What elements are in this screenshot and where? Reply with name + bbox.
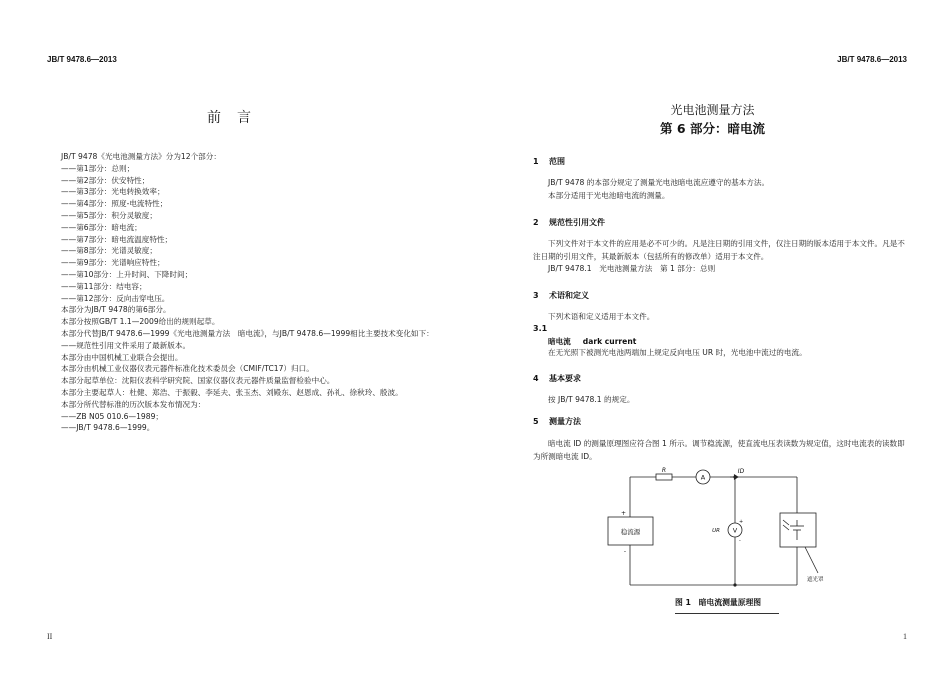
term-definition: 在无光照下被测光电池两端加上规定反向电压 UR 时，光电池中流过的电流。 (548, 348, 807, 357)
light-shield-label: 遮光罩 (807, 577, 824, 583)
foreword-line: 本部分按照GB/T 1.1—2009给出的规则起草。 (61, 317, 220, 327)
paragraph: JB/T 9478 的本部分规定了测量光电池暗电流应遵守的基本方法。 (548, 178, 770, 187)
section-2-heading: 2 规范性引用文件 (533, 218, 605, 227)
foreword-line: ——第1部分：总则； (61, 163, 135, 173)
foreword-line: 本部分由机械工业仪器仪表元器件标准化技术委员会（CMIF/TC17）归口。 (61, 364, 314, 374)
foreword-line: ——ZB N05 010.6—1989； (61, 411, 164, 421)
foreword-line: ——第11部分：结电容； (61, 281, 147, 291)
minus-sign: - (623, 548, 626, 555)
end-rule (675, 613, 779, 614)
right-running-header: JB/T 9478.6—2013 (837, 55, 907, 64)
resistor (656, 474, 672, 480)
foreword-line: ——第8部分：光谱灵敏度； (61, 246, 157, 256)
voltmeter-minus-sign: - (739, 538, 741, 544)
current-label: ID (737, 468, 745, 475)
foreword-line: ——规范性引用文件采用了最新版本。 (61, 340, 191, 350)
standard-title: 光电池测量方法 (670, 103, 755, 117)
section-1-heading: 1 范围 (533, 157, 565, 166)
section-4-heading: 4 基本要求 (533, 374, 581, 383)
foreword-line: 本部分主要起草人：杜健、郑浩、于振毅、李延夫、张玉杰、刘殿东、赵恩成、孙礼、徐秋玲、殷波。 (61, 387, 403, 397)
section-3-intro: 下列术语和定义适用于本文件。 (548, 312, 655, 321)
foreword-line: ——第9部分：光谱响应特性； (61, 258, 165, 268)
foreword-line: ——第3部分：光电转换效率； (61, 187, 165, 197)
circuit-diagram (600, 465, 830, 593)
foreword-line: ——JB/T 9478.6—1999。 (61, 423, 155, 433)
section-3-heading: 3 术语和定义 (533, 291, 589, 300)
resistor-label: R (661, 467, 667, 474)
section-1-body (533, 177, 905, 202)
term-chinese: 暗电流 (548, 337, 571, 346)
section-2-body (533, 238, 905, 276)
term-english: dark current (582, 337, 637, 346)
left-running-header: JB/T 9478.6—2013 (47, 55, 117, 64)
foreword-title: 前 言 (207, 110, 252, 126)
foreword-line: ——第12部分：反向击穿电压。 (61, 293, 170, 303)
voltmeter-label: V (732, 526, 738, 535)
clause-3-1-number: 3.1 (533, 324, 548, 333)
left-page-number: II (47, 632, 53, 641)
foreword-line: ——第4部分：照度-电流特性； (61, 199, 168, 209)
foreword-body (47, 151, 437, 434)
current-source-label: 稳流源 (620, 528, 641, 536)
foreword-line: 本部分代替JB/T 9478.6—1999《光电池测量方法 暗电流》，与JB/T 9478.6—1999相比主要技术变化如下： (61, 328, 434, 338)
figure-caption: 图 1 暗电流测量原理图 (675, 598, 762, 607)
foreword-line: ——第7部分：暗电流温度特性； (61, 234, 173, 244)
section-5-body: 暗电流 ID 的测量原理图应符合图 1 所示。调节稳流源，使直流电压表读数为规定值，这时电流表的读数即为所测暗电流 ID。 (533, 439, 905, 461)
foreword-line: 本部分由中国机械工业联合会提出。 (61, 352, 183, 362)
foreword-line: JB/T 9478《光电池测量方法》分为12个部分： (61, 152, 221, 161)
right-page (475, 0, 950, 673)
plus-sign: + (620, 510, 626, 517)
voltage-label: UR (712, 528, 720, 534)
term-entry (548, 336, 636, 347)
voltmeter-plus-sign: + (739, 519, 744, 525)
foreword-line: 本部分所代替标准的历次版本发布情况为： (61, 399, 206, 409)
paragraph: 下列文件对于本文件的应用是必不可少的。凡是注日期的引用文件，仅注日期的版本适用于本文件。凡是不注日期的引用文件，其最新版本（包括所有的修改单）适用于本文件。 (533, 239, 905, 261)
section-5-heading: 5 测量方法 (533, 417, 581, 426)
foreword-line: 本部分起草单位：沈阳仪表科学研究院、国家仪器仪表元器件质量监督检验中心。 (61, 376, 335, 386)
right-page-number: 1 (903, 632, 907, 641)
foreword-line: ——第6部分：暗电流； (61, 222, 142, 232)
ammeter-label: A (700, 473, 706, 482)
paragraph: 本部分适用于光电池暗电流的测量。 (548, 190, 670, 200)
foreword-line: 本部分为JB/T 9478的第6部分。 (61, 305, 171, 315)
foreword-line: ——第2部分：伏安特性； (61, 175, 150, 185)
foreword-line: ——第5部分：积分灵敏度； (61, 210, 157, 220)
section-4-body: 按 JB/T 9478.1 的规定。 (548, 395, 635, 404)
standard-subtitle: 第 6 部分：暗电流 (660, 121, 765, 136)
normative-reference: JB/T 9478.1 光电池测量方法 第 1 部分：总则 (548, 264, 716, 273)
foreword-line: ——第10部分：上升时间、下降时间； (61, 269, 193, 279)
